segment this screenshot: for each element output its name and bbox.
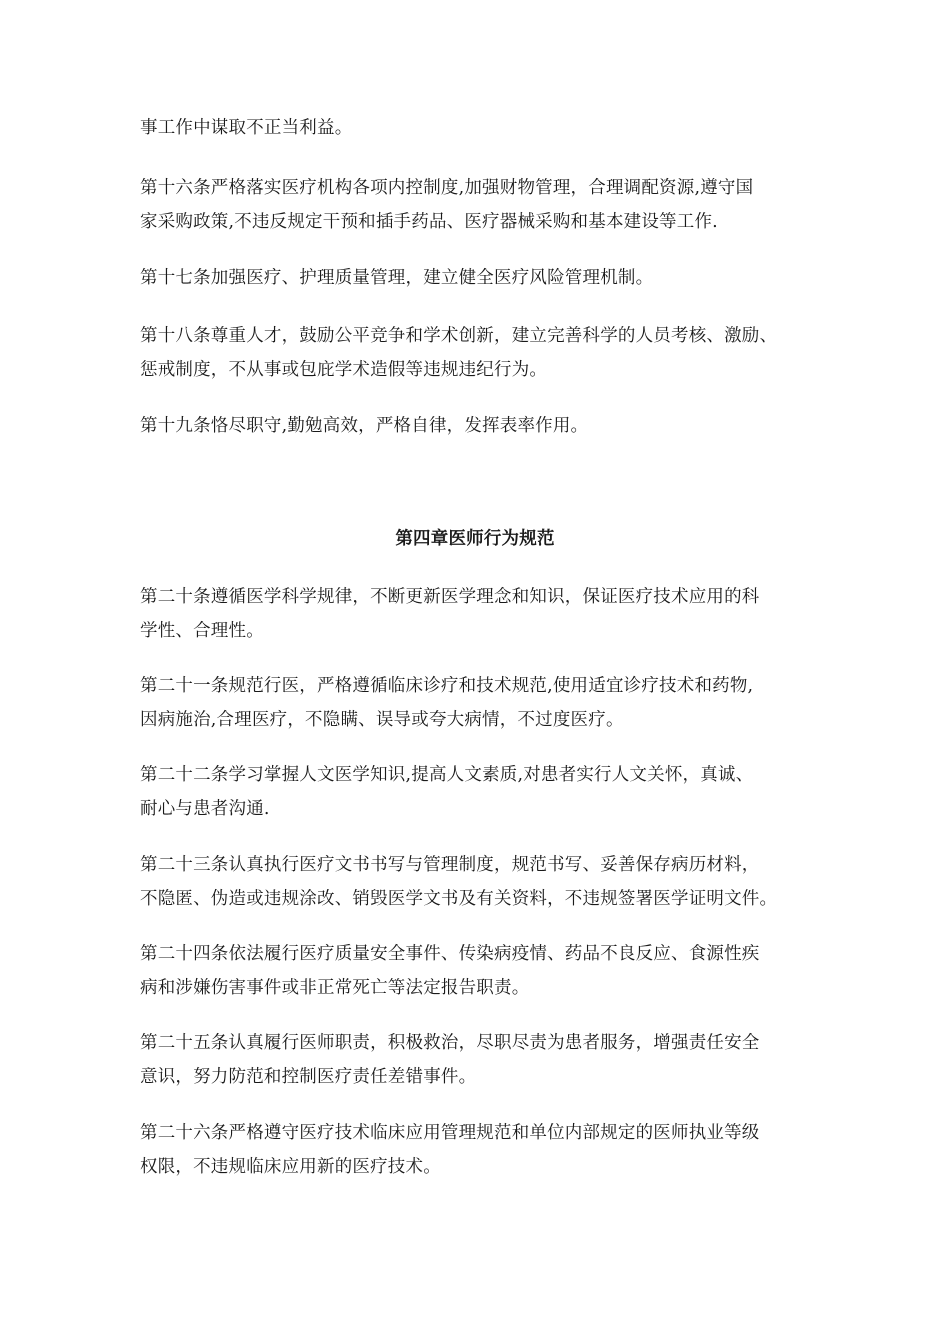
paragraph-line: 惩戒制度，不从事或包庇学术造假等违规违纪行为。 <box>140 360 548 380</box>
chapter-heading: 第四章医师行为规范 <box>395 529 555 549</box>
paragraph-article-19 <box>140 409 840 443</box>
paragraph-article-25 <box>140 1026 840 1094</box>
paragraph-line: 学性、合理性。 <box>140 621 264 641</box>
paragraph-line: 病和涉嫌伤害事件或非正常死亡等法定报告职责。 <box>140 978 530 998</box>
paragraph-line: 事工作中谋取不正当利益。 <box>140 118 353 138</box>
paragraph-article-16 <box>140 171 840 239</box>
paragraph-article-22 <box>140 758 840 826</box>
paragraph <box>140 111 840 145</box>
paragraph-article-24 <box>140 937 840 1005</box>
paragraph-line: 第二十四条依法履行医疗质量安全事件、传染病疫情、药品不良反应、食源性疾 <box>140 944 760 964</box>
paragraph-line: 第二十六条严格遵守医疗技术临床应用管理规范和单位内部规定的医师执业等级 <box>140 1123 760 1143</box>
paragraph-line: 第二十五条认真履行医师职责，积极救治，尽职尽责为患者服务，增强责任安全 <box>140 1033 760 1053</box>
paragraph-line: 第十九条恪尽职守,勤勉高效，严格自律，发挥表率作用。 <box>140 416 589 436</box>
paragraph-line: 第二十条遵循医学科学规律，不断更新医学理念和知识，保证医疗技术应用的科 <box>140 587 760 607</box>
paragraph-article-20 <box>140 580 840 648</box>
paragraph-line: 第十七条加强医疗、护理质量管理，建立健全医疗风险管理机制。 <box>140 268 654 288</box>
paragraph-line: 第二十一条规范行医，严格遵循临床诊疗和技术规范,使用适宜诊疗技术和药物, <box>140 676 754 696</box>
paragraph-article-26 <box>140 1116 840 1184</box>
paragraph-article-17 <box>140 261 840 295</box>
paragraph-line: 第十八条尊重人才，鼓励公平竞争和学术创新，建立完善科学的人员考核、激励、 <box>140 326 778 346</box>
paragraph-line: 第二十二条学习掌握人文医学知识,提高人文素质,对患者实行人文关怀，真诚、 <box>140 765 754 785</box>
paragraph-line: 因病施治,合理医疗，不隐瞒、误导或夸大病情，不过度医疗。 <box>140 710 624 730</box>
paragraph-line: 第十六条严格落实医疗机构各项内控制度,加强财物管理，合理调配资源,遵守国 <box>140 178 754 198</box>
paragraph-article-18 <box>140 319 840 387</box>
paragraph-line: 权限，不违规临床应用新的医疗技术。 <box>140 1157 441 1177</box>
paragraph-line: 耐心与患者沟通. <box>140 799 270 819</box>
paragraph-line: 意识，努力防范和控制医疗责任差错事件。 <box>140 1067 477 1087</box>
paragraph-article-21 <box>140 669 840 737</box>
paragraph-article-23 <box>140 848 840 916</box>
paragraph-line: 不隐匿、伪造或违规涂改、销毁医学文书及有关资料，不违规签署医学证明文件。 <box>140 889 778 909</box>
paragraph-line: 第二十三条认真执行医疗文书书写与管理制度，规范书写、妥善保存病历材料， <box>140 855 760 875</box>
paragraph-line: 家采购政策,不违反规定干预和插手药品、医疗器械采购和基本建设等工作. <box>140 212 718 232</box>
